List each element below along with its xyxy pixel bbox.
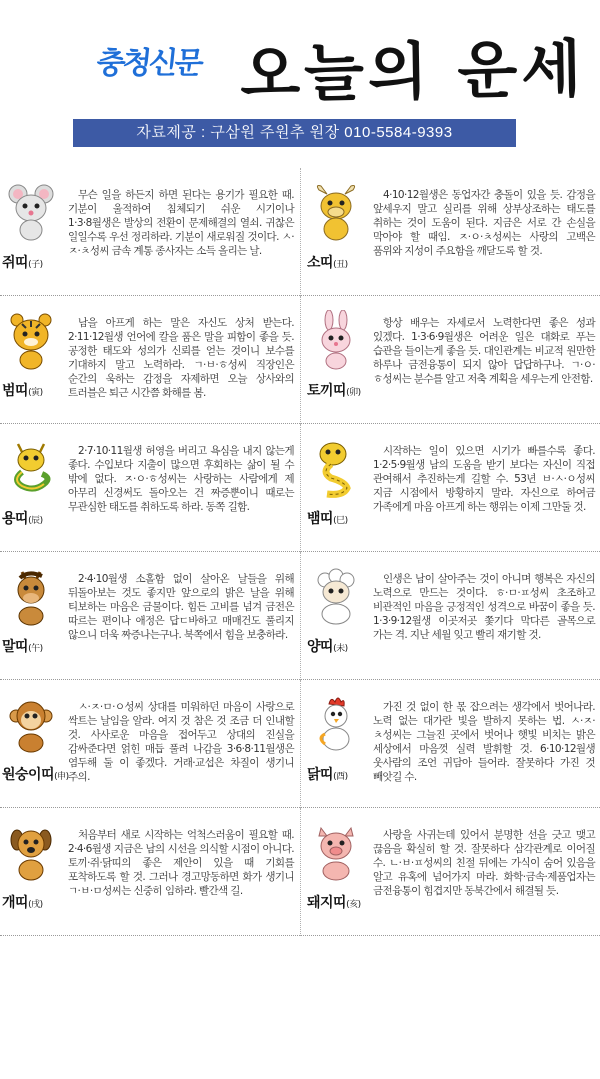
zodiac-hanja: (午) (28, 644, 43, 654)
zodiac-entry-tiger (0, 296, 300, 424)
zodiac-entry-sheep (300, 552, 600, 680)
zodiac-entry-rat (0, 168, 300, 296)
zodiac-entry-dragon (0, 424, 300, 552)
snake-icon (313, 438, 359, 498)
zodiac-hanja: (酉) (333, 772, 348, 782)
zodiac-name: 용띠 (2, 511, 29, 527)
fortune-text: 4·10·12월생은 동업자간 충돌이 있을 듯. 감정을 앞세우지 말고 실리를 위해 상부상조하는 태도를 취하는 것이 도움이 된다. 지금은 서로 간 손실을 막아야 할 때임. ㅈ·ㅇ·ㅊ성씨는 사랑의 고백은 품위와 지성이 주요함을 깨닫도록 할 것. (373, 189, 595, 257)
zodiac-name: 소띠 (307, 255, 334, 271)
zodiac-hanja: (辰) (28, 516, 43, 526)
rat-icon (8, 182, 54, 242)
zodiac-name: 말띠 (2, 639, 29, 655)
zodiac-hanja: (亥) (346, 900, 361, 910)
zodiac-row (0, 424, 600, 552)
fortune-text: 남을 아프게 하는 말은 자신도 상처 받는다. 2·11·12월생 언어에 칼을 품은 말을 피함이 좋을 듯. 공정한 태도와 성의가 신뢰를 얻는 것이니 보수를 기대하지 말고 노력하라. ㄱ·ㅂ·ㅎ성씨 직장인은 순간의 욱하는 감정을 자제하면 오늘 상사와의 트러블은 퇴근 시간쯤 화해를 봄. (68, 317, 294, 399)
zodiac-name: 범띠 (2, 383, 29, 399)
horse-icon (8, 566, 54, 626)
zodiac-row (0, 552, 600, 680)
zodiac-entry-pig (300, 808, 600, 936)
zodiac-row (0, 808, 600, 936)
fortune-text: 인생은 남이 살아주는 것이 아니며 행복은 자신의 노력으로 만드는 것이다. ㅎ·ㅁ·ㅍ성씨 초조하고 비관적인 마음을 긍정적인 성격으로 바꿈이 좋을 듯. 1·3·9·12월생 이곳저곳 쫓기다 막다른 골목으로 가는 격. 지난 세월 잊고 빨리 재기할 것. (373, 573, 595, 641)
zodiac-name: 원숭이띠 (2, 767, 55, 783)
zodiac-name: 쥐띠 (2, 255, 29, 271)
zodiac-row (0, 168, 600, 296)
sheep-icon (313, 566, 359, 626)
zodiac-name: 닭띠 (307, 767, 334, 783)
zodiac-entry-horse (0, 552, 300, 680)
zodiac-entry-dog (0, 808, 300, 936)
fortune-text: ㅅ·ㅈ·ㅁ·ㅇ성씨 상대를 미워하던 마음이 사랑으로 싹트는 날임을 알라. 여지 것 참은 것 조금 더 인내할 것. 사사로운 마음을 접어두고 상대의 진실을 감싸준다면 얽힌 매듭 풀려 나감을 3·6·8·11월생은 염두해 둘 이 좋겠다. 거래·교섭은 차질이 생기니 주의. (68, 701, 294, 783)
monkey-icon (8, 694, 54, 754)
page-title: 오늘의 운세 (239, 31, 586, 112)
header (0, 0, 600, 120)
fortune-text: 2·4·10월생 소홀함 없이 살아온 날들을 위해 뒤돌아보는 것도 좋지만 앞으로의 밝은 날을 위해 티보하는 마음은 금물이다. 힘든 고비를 넘겨 금전은 따르는 편이나 애정은 답ㄷ바하고 매매건도 풀리지 않으니 더욱 짜증나는구나. 북쪽에서 힘을 보충하라. (68, 573, 294, 641)
zodiac-hanja: (申) (54, 772, 69, 782)
zodiac-hanja: (丑) (333, 260, 348, 270)
zodiac-row (0, 680, 600, 808)
zodiac-name: 돼지띠 (307, 895, 347, 911)
fortune-text: 항상 배우는 자세로서 노력한다면 좋은 성과 있겠다. 1·3·6·9월생은 어려운 일은 대화로 푸는 습관을 들이는게 좋을 듯. 대인관계는 비교적 원만한 하루나 금전융통이 되지 않아 답답하구나. ㄱ·ㅇ·ㅎ성씨는 분수를 알고 저축 계획을 세우는게 안전함. (373, 317, 595, 385)
rabbit-icon (313, 310, 359, 370)
newspaper-logo: 충청신문 (94, 46, 203, 81)
source-banner: 자료제공 : 구삼원 주원추 원장 010-5584-9393 (73, 119, 516, 147)
zodiac-row (0, 296, 600, 424)
zodiac-name: 개띠 (2, 895, 29, 911)
zodiac-hanja: (巳) (333, 516, 348, 526)
zodiac-entry-snake (300, 424, 600, 552)
zodiac-entry-rabbit (300, 296, 600, 424)
zodiac-name: 뱀띠 (307, 511, 334, 527)
fortune-text: 시작하는 일이 있으면 시기가 빠를수록 좋다. 1·2·5·9월생 남의 도움을 받기 보다는 자신이 직접 관여해서 추진하는게 길할 수. 53년 ㅂ·ㅅ·ㅇ성씨 지금 시점에서 방황하지 말라. 자신으로 하여금 가족에게 마음 아프게 하는 행위는 이제 그만둘 것. (373, 445, 595, 513)
pig-icon (313, 822, 359, 882)
zodiac-hanja: (未) (333, 644, 348, 654)
fortune-text: 처음부터 새로 시작하는 억척스러움이 필요할 때. 2·4·6월생 지금은 남의 시선을 의식할 시점이 아니다. 토끼·쥐·닭띠의 좋은 제안이 있을 때 기회를 포착하도록 할 것. 그러나 경고망동하면 화가 생기니 ㄱ·ㅂ·ㅁ성씨는 신중히 임하라. 빨간색 길. (68, 829, 294, 897)
fortune-text: 가진 것 없이 한 몫 잡으려는 생각에서 벗어나라. 노력 없는 대가란 빛을 발하지 못하는 법. ㅅ·ㅈ·ㅊ성씨는 그늘진 곳에서 벗어나 햇빛 비치는 밝은 세상에서 마음껏 실력 발휘할 것. 6·10·12월생 웃사람의 조언 귀담아 들어라. 잘못하다 가진 것 빼앗길 수. (373, 701, 595, 783)
zodiac-hanja: (子) (28, 260, 43, 270)
fortune-text: 사랑을 사귀는데 있어서 분명한 선을 긋고 맺고 끊음을 확실히 할 것. 잘못하다 삼각관계로 이어질 수. ㄴ·ㅂ·ㅍ성씨의 친절 뒤에는 가식이 숨어 있음을 알고 유혹에 넘어가지 마라. 화학·금속·제품업자는 금전융통이 힘겹지만 동북간에서 해결될 듯. (373, 829, 595, 897)
zodiac-entry-ox (300, 168, 600, 296)
fortune-text: 무슨 일을 하든지 하면 된다는 용기가 필요한 때. 기분이 울적하여 침체되기 쉬운 시기이나 1·3·8월생은 발상의 전환이 문제해결의 열쇠. 귀찮은 일일수록 우선 정리하라. 기분이 새로워질 것이다. ㅅ·ㅈ·ㅊ성씨 금속 계통 종사자는 소득 올리는 날. (68, 189, 294, 257)
zodiac-hanja: (戌) (28, 900, 43, 910)
ox-icon (313, 182, 359, 242)
dog-icon (8, 822, 54, 882)
zodiac-name: 양띠 (307, 639, 334, 655)
rooster-icon (313, 694, 359, 754)
dragon-icon (8, 438, 54, 498)
fortune-text: 2·7·10·11월생 허영을 버리고 욕심을 내지 않는게 좋다. 수입보다 지출이 많으면 후회하는 삶이 될 수 밖에 없다. ㅈ·ㅇ·ㅎ성씨는 사랑하는 사람에게 제 아무리 신경써도 돌아오는 건 짜증뿐이니 때로는 무관심한 태도를 취하도록 하라. 동쪽 길함. (68, 445, 294, 513)
tiger-icon (8, 310, 54, 370)
zodiac-entry-monkey (0, 680, 300, 808)
zodiac-hanja: (卯) (346, 388, 361, 398)
zodiac-entry-rooster (300, 680, 600, 808)
zodiac-hanja: (寅) (28, 388, 43, 398)
zodiac-name: 토끼띠 (307, 383, 347, 399)
